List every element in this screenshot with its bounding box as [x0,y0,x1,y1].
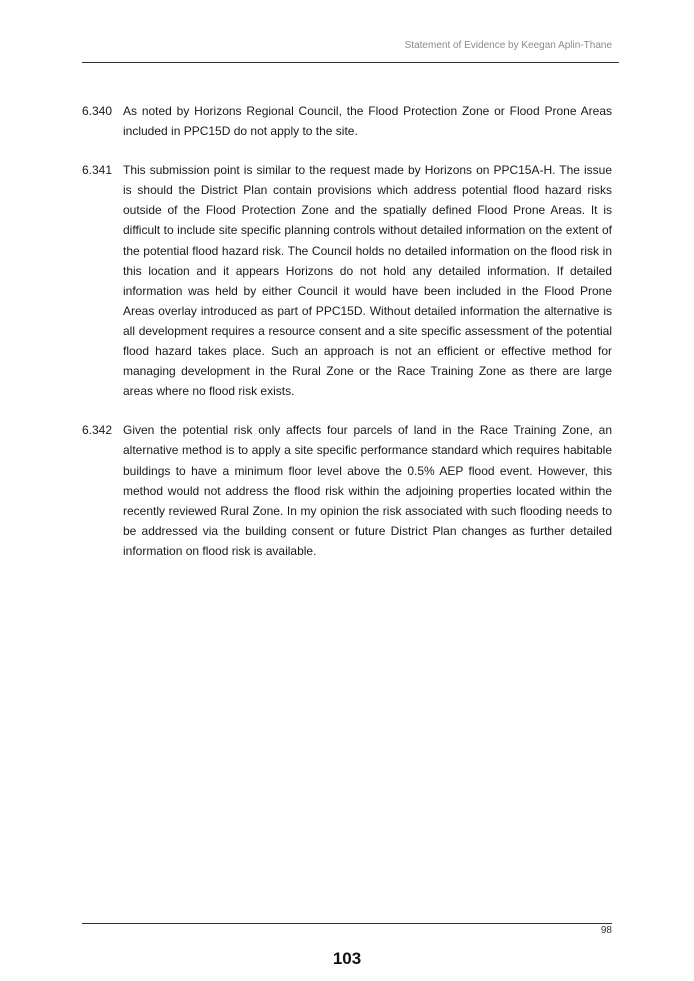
paragraph-number: 6.341 [82,163,113,178]
paragraph-text: This submission point is similar to the request made by Horizons on PPC15A-H. The issue is should the District Plan contain provisions which address potential flood hazard risks outside of the Flood Protection Zone and the spatially defined Flood Prone Areas. It is difficult to include site specific planning controls without detailed information on the extent of the potential flood hazard risk. The Council holds no detailed information on the flood risk in this location and it appears Horizons do not hold any detailed information. If detailed information was held by either Council it would have been included in the Flood Prone Areas overlay introduced as part of PPC15D. Without detailed information the alternative is all development requires a resource consent and a site specific assessment of the potential flood hazard takes place. Such an approach is not an efficient or effective method for managing development in the Rural Zone or the Race Training Zone as there are large areas where no flood risk exists. [123,163,612,399]
page-number: 98 [600,925,612,936]
paragraph-number: 6.340 [82,104,113,118]
document-body [82,101,612,580]
footer-divider [82,923,612,924]
paragraph-6-342 [82,420,612,561]
running-header: Statement of Evidence by Keegan Aplin-Thane [404,40,612,51]
paragraph-number: 6.342 [82,423,113,438]
paragraph-6-340 [82,101,612,141]
paragraph-6-341 [82,160,612,401]
header-divider [82,62,619,63]
paragraph-text: As noted by Horizons Regional Council, the Flood Protection Zone or Flood Prone Areas included in PPC15D do not apply to the site. [123,104,612,139]
bundle-page-number: 103 [332,949,362,968]
paragraph-text: Given the potential risk only affects four parcels of land in the Race Training Zone, an alternative method is to apply a site specific performance standard which requires habitable buildings to have a minimum floor level above the 0.5% AEP flood event. However, this method would not address the flood risk within the adjoining properties located within the recently reviewed Rural Zone. In my opinion the risk associated with such flooding needs to be addressed via the building consent or future District Plan changes as further detailed information on flood risk is available. [123,423,612,558]
